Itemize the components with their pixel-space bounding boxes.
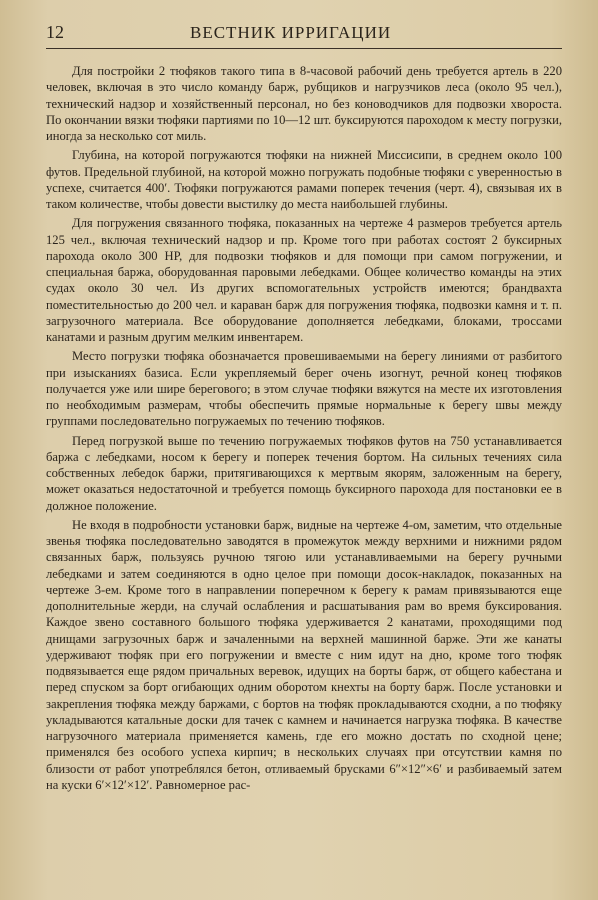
journal-title: ВЕСТНИК ИРРИГАЦИИ (190, 23, 392, 42)
article-body (46, 63, 562, 793)
paragraph: Место погрузки тюфяка обозначается провешиваемыми на берегу линиями от разбитого при изысканиях базиса. Если укрепляемый берег очень изогнут, речной конец тюфяков получается уже или шире берегового; в этом случае тюфяки вяжутся на месте их изготовления по необходимым размерам, чтобы обеспечить прямые нормальные к берегу швы между группами последовательно погружаемых по течению тюфяков. (46, 349, 562, 429)
paragraph: Не входя в подробности установки барж, видные на чертеже 4-ом, заметим, что отдельные звенья тюфяка последовательно заводятся в промежуток между верхними и нижними рядом связанных барж, пользуясь ручною тягою или устанавливаемыми на берегу ручными лебедками и затем соединяются в одно целое при помощи досок-накладок, показанных на чертеже 3-ем. Кроме того в направлении поперечном к берегу к рамам привязываются еще дополнительные жерди, на случай ослабления и расшатывания рам во время буксирования. Каждое звено составного большого тюфяка удерживается 2 канатами, проходящими под днищами загрузочных барж и зачаленными на верхней машинной барже. Эти же канаты удерживают тюфяк при его погружении и вместе с ним идут на дно, кроме того тюфяк подвязывается еще рядом причальных веревок, идущих на борты барж, от общего кабестана и перед спуском за борт огибающих одним оборотом кнехты на борту барж. После установки и закрепления тюфяка между баржами, с бортов на тюфяк прокладываются сходни, а по тюфяку укладываются катальные доски для тачек с камнем и начинается нагрузка тюфяка. В качестве нагрузочного материала применяется камень, где его можно достать по сходной цене; применялся без особого успеха кирпич; в нескольких случаях при отсутствии камня по близости от работ употреблялся бетон, отливаемый брусками 6″×12″×6′ и разбиваемый затем на куски 6′×12′×12′. Равномерное рас- (46, 517, 562, 792)
paragraph: Глубина, на которой погружаются тюфяки на нижней Миссисипи, в среднем около 100 футов. Предельной глубиной, на которой можно погружать подобные тюфяки с уверенностью в успехе, считается 400′. Тюфяки погружаются рамами поперек течения (черт. 4), связывая их в таком количестве, чтобы довести выстилку до места наибольшей глубины. (46, 148, 562, 211)
page-number: 12 (46, 22, 64, 42)
paragraph: Для постройки 2 тюфяков такого типа в 8-часовой рабочий день требуется артель в 220 человек, включая в это число команду барж, рубщиков и нагрузчиков леса (около 95 чел.), технический надзор и хозяйственный персонал, но без коноводчиков для подвозки хвороста. По окончании вязки тюфяки партиями по 10—12 шт. буксируются пароходом к месту погрузки, иногда за несколько сот миль. (46, 64, 562, 143)
page-header (46, 22, 562, 49)
paragraph: Для погружения связанного тюфяка, показанных на чертеже 4 размеров требуется артель 125 чел., включая технический надзор и пр. Кроме того при работах состоят 2 буксирных парохода около 300 НР, для подвозки тюфяков и для помощи при самом погружении, и специальная баржа, оборудованная паровыми лебедками. Общее количество команды на этих судах около 30 чел. Из других вспомогательных устройств имеются; брандвахта поместительностью до 200 чел. и караван барж для погружения тюфяка, подвозки камня и т. п. загрузочного материала. Все оборудование дополняется лебедками, блоками, троссами канатами и разным другим мелким инвентарем. (46, 216, 562, 344)
paragraph: Перед погрузкой выше по течению погружаемых тюфяков футов на 750 устанавливается баржа с лебедками, носом к берегу и поперек течения бортом. На сильных течениях сила собственных лебедок баржи, притягивающихся к мертвым якорям, заложенным на берегу, может оказаться недостаточной и требуется помощь буксирного парохода для постановки ее в должное положение. (46, 433, 562, 513)
